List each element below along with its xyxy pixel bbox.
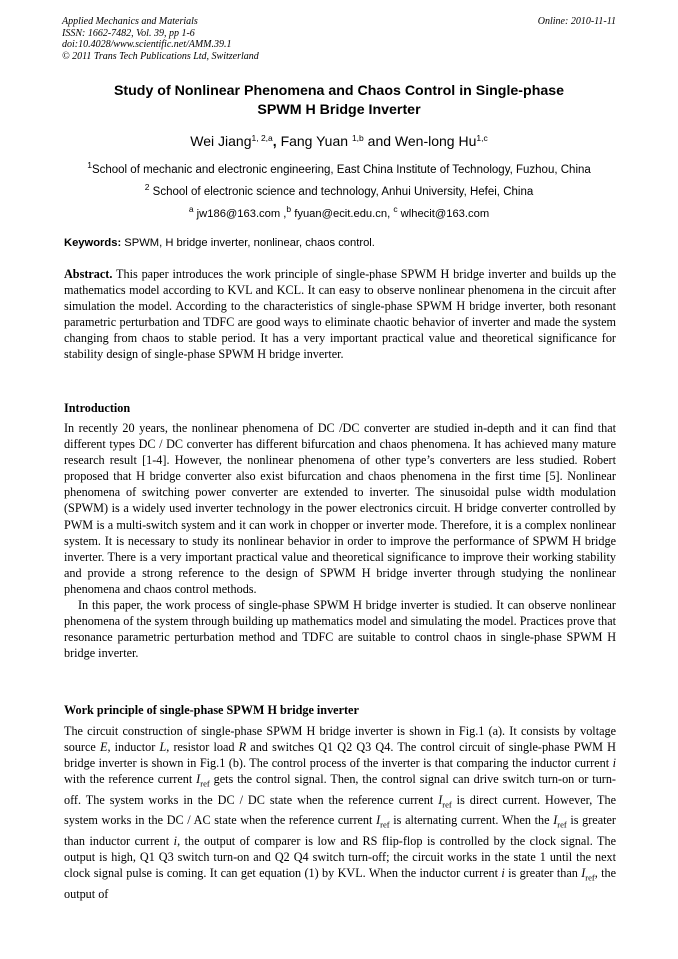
paper-title (62, 82, 616, 119)
wp-text-8: is alternating current. When the (389, 813, 554, 828)
email-a: jw186@163.com , (193, 208, 287, 220)
title-line-2: SPWM H Bridge Inverter (257, 101, 421, 118)
symbol-i: i (501, 866, 505, 881)
symbol-I: I (376, 813, 381, 828)
journal-header (62, 16, 616, 62)
symbol-L: L, (159, 740, 170, 755)
author-1-sup: 1, 2,a (251, 133, 273, 143)
affiliation-2-sup: 2 (144, 182, 150, 192)
keywords (64, 236, 616, 250)
work-principle-paragraph (64, 723, 616, 902)
author-1-name: Wei Jiang (190, 133, 252, 149)
work-principle-body (64, 723, 616, 902)
symbol-ref-sub: ref (557, 819, 567, 830)
symbol-ref-sub: ref (200, 778, 210, 789)
affiliation-1 (58, 158, 620, 177)
symbol-i: i (612, 756, 616, 771)
wp-text-6: gets the control signal. Then, the control signal can drive switch turn-on or turn-off. The system works in the DC / DC state when the reference current (64, 772, 616, 807)
wp-text-9: is greater than inductor current (64, 813, 616, 848)
email-b-sup: b (286, 204, 292, 214)
affiliation-1-text: School of mechanic and electronic engineering, East China Institute of Technology, Fuzhou, China (91, 164, 591, 176)
keywords-text: SPWM, H bridge inverter, nonlinear, chaos control. (121, 237, 375, 249)
symbol-iref (581, 866, 595, 883)
wp-text-12: , the output of (64, 866, 617, 901)
online-date: Online: 2010-11-11 (537, 16, 616, 27)
doi-line: doi:10.4028/www.scientific.net/AMM.39.1 (62, 39, 232, 50)
symbol-ref-sub: ref (442, 799, 452, 810)
wp-text-4: and switches Q1 Q2 Q3 Q4. The control circuit of single-phase PWM H bridge inverter is shown in Fig.1 (b). The control process of the inverter is that comparing the inductor current (64, 740, 616, 771)
journal-name: Applied Mechanics and Materials (62, 16, 198, 27)
wp-text-11: is greater than (504, 866, 582, 881)
email-b: fyuan@ecit.edu.cn, (291, 208, 394, 220)
wp-text-10: , the output of comparer is low and RS flip-flop is controlled by the clock signal. The output is high, Q1 Q3 switch turn-on and Q2 Q4 switch turn-off; the circuit works in the state 1 until the next clock signal pulse is coming. It can get equation (1) by KVL. When the inductor current (64, 833, 616, 881)
abstract-paragraph (64, 266, 616, 363)
symbol-R: R (238, 740, 247, 755)
keywords-label: Keywords: (64, 237, 122, 249)
symbol-I: I (438, 792, 443, 807)
issn-line: ISSN: 1662-7482, Vol. 39, pp 1-6 (62, 27, 195, 39)
wp-text-2: , inductor (107, 740, 160, 755)
affiliation-2-text: School of electronic science and technology, Anhui University, Hefei, China (149, 186, 534, 198)
author-list (62, 129, 616, 150)
copyright-line: © 2011 Trans Tech Publications Ltd, Switzerland (62, 50, 259, 62)
symbol-I: I (553, 813, 558, 828)
symbol-iref (553, 813, 567, 830)
introduction-body (64, 420, 616, 661)
email-c-sup: c (393, 204, 398, 214)
wp-text-7: is direct current. However, The system works in the DC / AC state when the reference current (64, 792, 616, 828)
introduction-heading: Introduction (64, 401, 131, 415)
author-3-name: Wen-long Hu (394, 133, 477, 149)
email-a-sup: a (188, 204, 194, 214)
email-line (58, 202, 620, 221)
work-principle-heading: Work principle of single-phase SPWM H bridge inverter (64, 703, 359, 717)
wp-text-5: with the reference current (64, 772, 197, 787)
author-separator-2: and (363, 133, 395, 149)
symbol-I: I (581, 866, 586, 881)
author-3-sup: 1,c (476, 133, 488, 143)
introduction-paragraph-2: In this paper, the work process of single-phase SPWM H bridge inverter is studied. It can observe nonlinear phenomena of the system through building up mathematics model and simulating the model. Practices prove that resonance parametric perturbation method and TDFC are suitable to control chaos in single-phase SPWM H bridge inverter. (64, 598, 616, 661)
symbol-ref-sub: ref (380, 819, 390, 830)
symbol-ref-sub: ref (585, 872, 595, 883)
symbol-I: I (196, 772, 201, 787)
symbol-iref (196, 772, 210, 789)
author-2-sup: 1,b (351, 133, 364, 143)
affiliation-2 (58, 180, 620, 199)
author-separator-1: , (272, 133, 281, 149)
title-line-1: Study of Nonlinear Phenomena and Chaos Control in Single-phase (113, 83, 565, 99)
abstract-text: This paper introduces the work principle of single-phase SPWM H bridge inverter and builds up the mathematics model according to KVL and KCL. It can easy to observe nonlinear phenomena in the circuit after simulation the model. According to the characteristics of single-phase SPWM H bridge inverter, both resonant parametric perturbation and TDFC are good ways to eliminate chaotic behavior of inverter and made the system changing from chaos to stable period. It has a very important practical value and theoretical significance for stability design of single-phase SPWM H bridge inverter. (64, 267, 616, 362)
wp-text-3: resistor load (169, 740, 239, 755)
symbol-iref (438, 792, 452, 810)
introduction-paragraph-1: In recently 20 years, the nonlinear phenomena of DC /DC converter are studied in-depth and it can find that different types DC / DC converter has different bifurcation and chaos phenomena. It has achieved many mature research result [1-4]. However, the nonlinear phenomena of other type’s converters are less studied. Robert proposed that H bridge converter also exist bifurcation and chaos phenomena in the first time [5]. Nonlinear phenomena of switching power converter are extended to inverter. The sinusoidal pulse width modulation (SPWM) is a widely used inverter technology in the power electronics circuit. H bridge converter controlled by PWM is a multi-switch system and it can work in chopper or inverter mode. Therefore, it is a complex nonlinear system. It is necessary to study its nonlinear behavior in order to improve the performance of SPWM H bridge inverter. There is a very important practical value and theoretical significance to improve their working stability and provide a strong reference to the design of SPWM H bridge inverter through studying the nonlinear phenomena and chaos control methods. (64, 421, 616, 596)
symbol-E: E (99, 740, 108, 755)
email-c: wlhecit@163.com (397, 208, 490, 220)
abstract (64, 266, 616, 363)
wp-text-1: The circuit construction of single-phase SPWM H bridge inverter is shown in Fig.1 (a). It consists by voltage source (64, 724, 616, 755)
symbol-i: i (173, 833, 178, 848)
affiliation-1-sup: 1 (87, 160, 92, 170)
symbol-iref (376, 813, 390, 830)
author-2-name: Fang Yuan (280, 133, 352, 149)
abstract-label: Abstract. (64, 267, 113, 281)
